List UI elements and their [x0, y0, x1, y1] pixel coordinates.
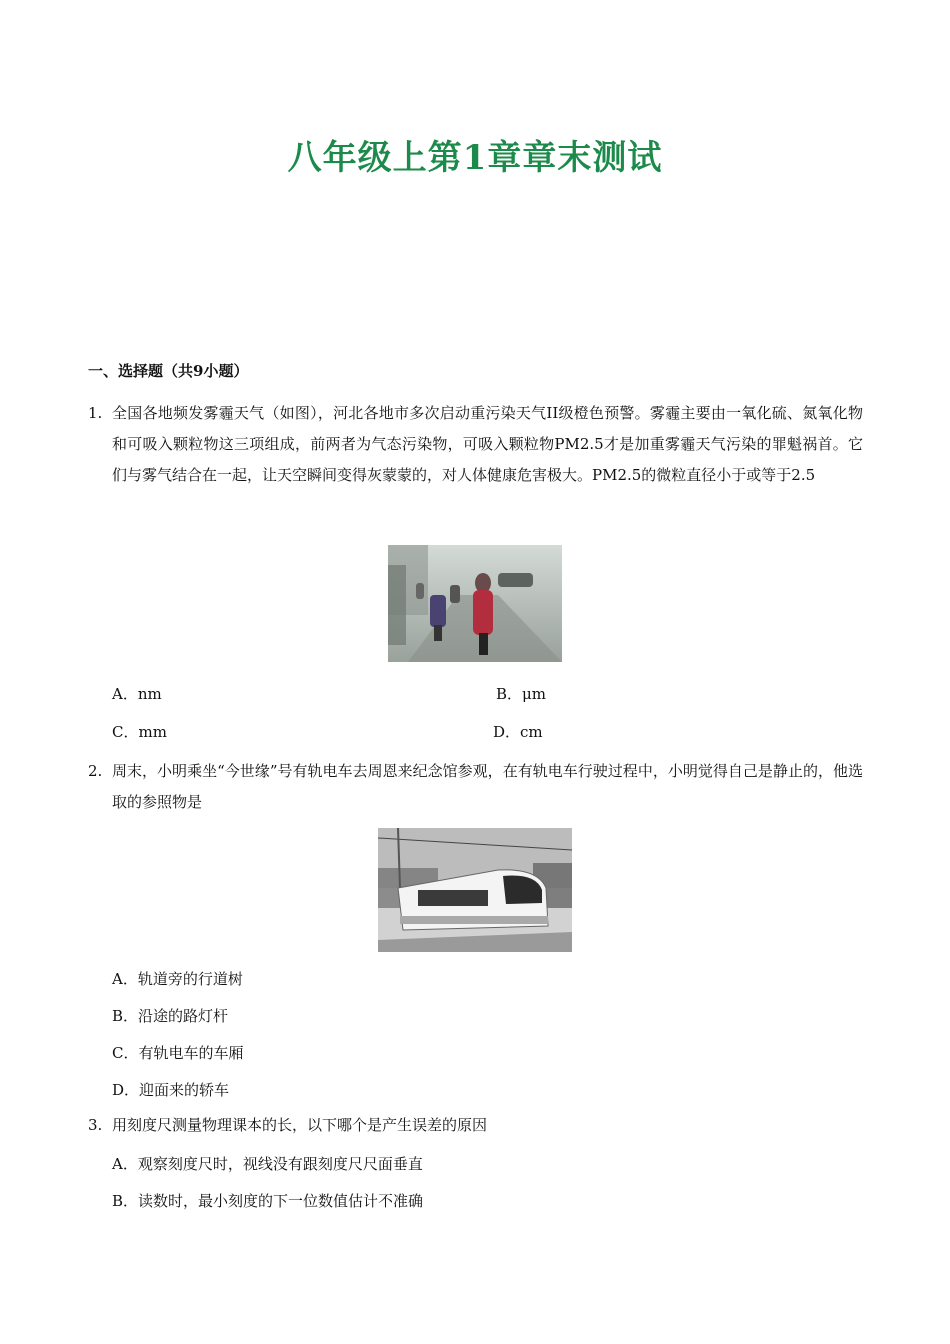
option-b: B．μm — [496, 685, 546, 703]
option-c: C．mm — [112, 723, 167, 741]
section-heading: 一、选择题（共9小题） — [88, 362, 249, 380]
question-stem: 用刻度尺测量物理课本的长，以下哪个是产生误差的原因 — [112, 1116, 488, 1134]
option-b: B．沿途的路灯杆 — [112, 1007, 229, 1025]
option-d: D．迎面来的轿车 — [112, 1081, 230, 1099]
question-number: 1. — [88, 404, 103, 422]
option-a: A．观察刻度尺时，视线没有跟刻度尺尺面垂直 — [112, 1155, 423, 1173]
option-a: A．轨道旁的行道树 — [112, 970, 243, 988]
question-number: 3. — [88, 1116, 103, 1134]
question-stem: 全国各地频发雾霾天气（如图），河北各地市多次启动重污染天气II级橙色预警。雾霾主要由一氧化硫、氮氧化物和可吸入颗粒物这三项组成，前两者为气态污染物，可吸入颗粒物PM2.5才是加重雾霾天气污染的罪魁祸首。它们与雾气结合在一起，让天空瞬间变得灰蒙蒙的，对人体健康危害极大。PM2.5的微粒直径小于或等于2.5 — [112, 404, 863, 484]
tram-photo — [378, 828, 572, 952]
smog-photo — [388, 545, 562, 662]
option-a: A．nm — [112, 685, 162, 703]
question-1 — [88, 398, 863, 491]
page-title: 八年级上第1章章末测试 — [287, 138, 663, 178]
option-c: C．有轨电车的车厢 — [112, 1044, 244, 1062]
question-number: 2. — [88, 762, 103, 780]
option-d: D．cm — [493, 723, 543, 741]
option-b: B．读数时，最小刻度的下一位数值估计不准确 — [112, 1192, 424, 1210]
question-3 — [88, 1110, 863, 1141]
question-2 — [88, 756, 863, 818]
question-stem: 周末，小明乘坐“今世缘”号有轨电车去周恩来纪念馆参观，在有轨电车行驶过程中，小明觉得自己是静止的，他选取的参照物是 — [112, 762, 863, 811]
